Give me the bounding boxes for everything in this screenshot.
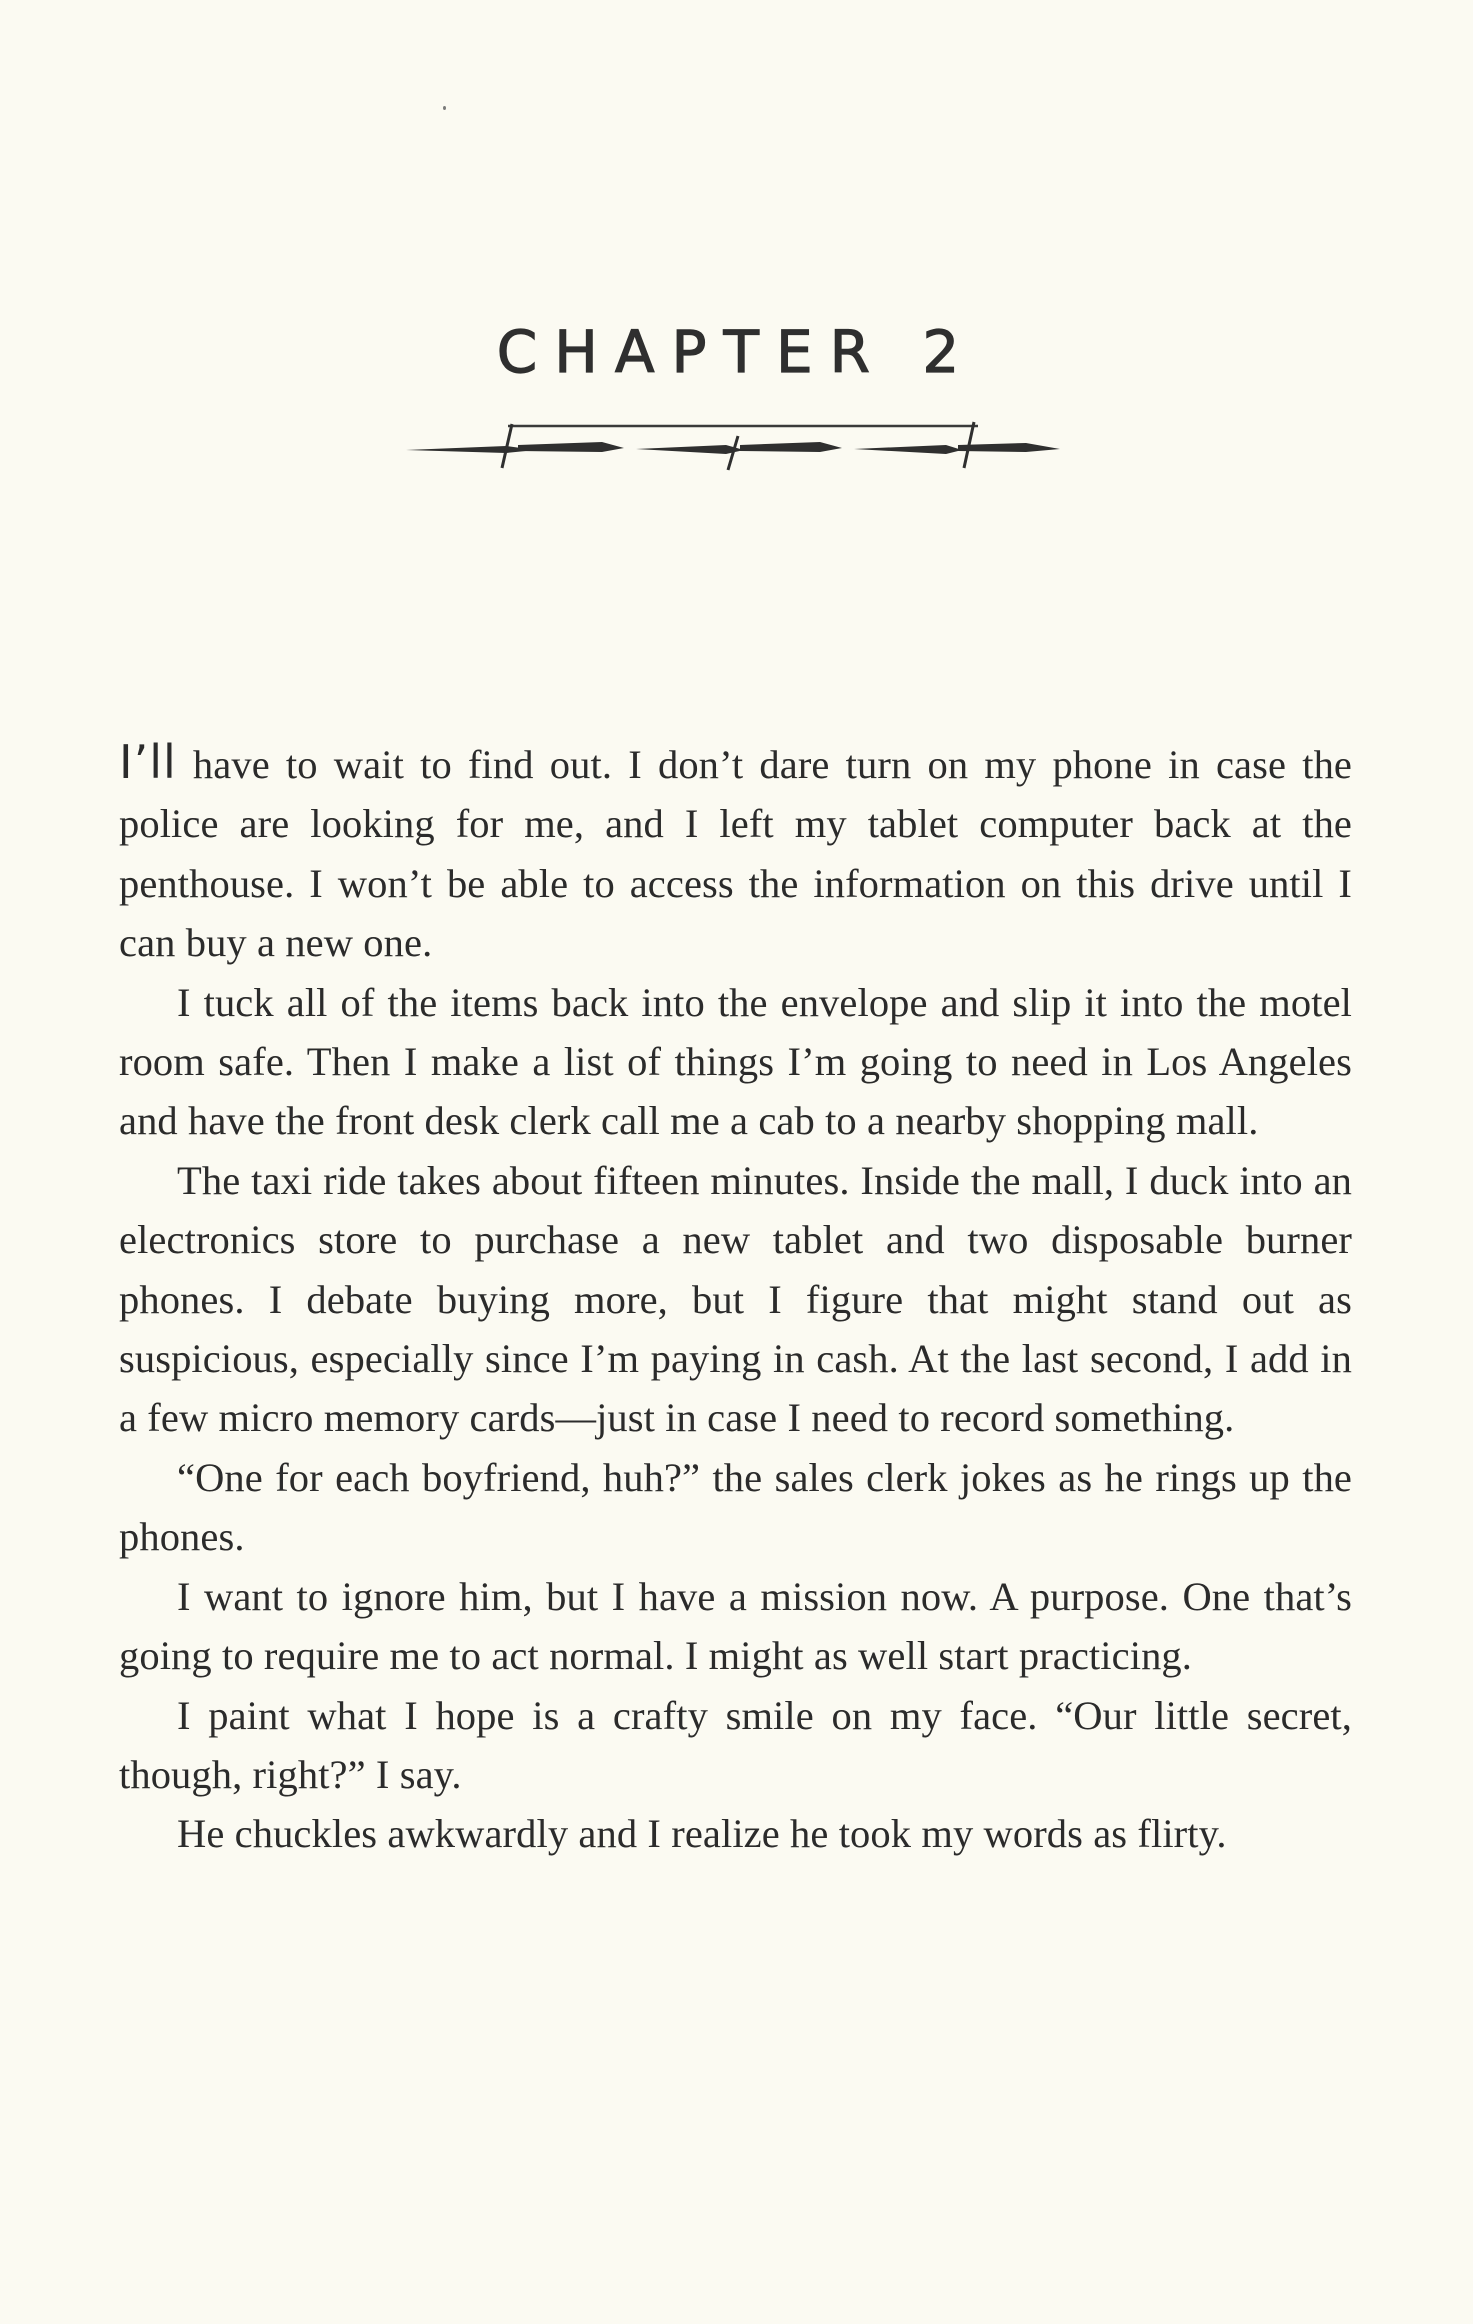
paragraph: “One for each boyfriend, huh?” the sales clerk jokes as he rings up the phones.: [119, 1454, 1352, 1560]
chapter-ornament-icon: [406, 412, 1060, 472]
paragraph: I tuck all of the items back into the envelope and slip it into the motel room safe. Then I make a list of things I’m going to need in Los Angeles and have the front desk clerk call me a cab to a nearby shopping mall.: [119, 979, 1352, 1144]
paragraph-opening: [119, 733, 1352, 973]
chapter-body-text: [119, 733, 1352, 1864]
paragraph: I want to ignore him, but I have a mission now. A purpose. One that’s going to require me to act normal. I might as well start practicing.: [119, 1573, 1352, 1679]
opening-paragraph-text: have to wait to find out. I don’t dare turn on my phone in case the police are looking for me, and I left my tablet computer back at the penthouse. I won’t be able to access the information on this drive until I can buy a new one.: [119, 742, 1352, 966]
paragraph: He chuckles awkwardly and I realize he took my words as flirty.: [177, 1811, 1227, 1857]
chapter-title: CHAPTER 2: [496, 318, 977, 386]
paragraph: The taxi ride takes about fifteen minutes. Inside the mall, I duck into an electronics store to purchase a new tablet and two disposable burner phones. I debate buying more, but I figure that might stand out as suspicious, especially since I’m paying in cash. At the last second, I add in a few micro memory cards—just in case I need to record something.: [119, 1157, 1352, 1441]
page-speck: [443, 106, 446, 110]
opening-word: I’ll: [119, 735, 177, 789]
paragraph: I paint what I hope is a crafty smile on my face. “Our little secret, though, right?” I say.: [119, 1692, 1352, 1797]
